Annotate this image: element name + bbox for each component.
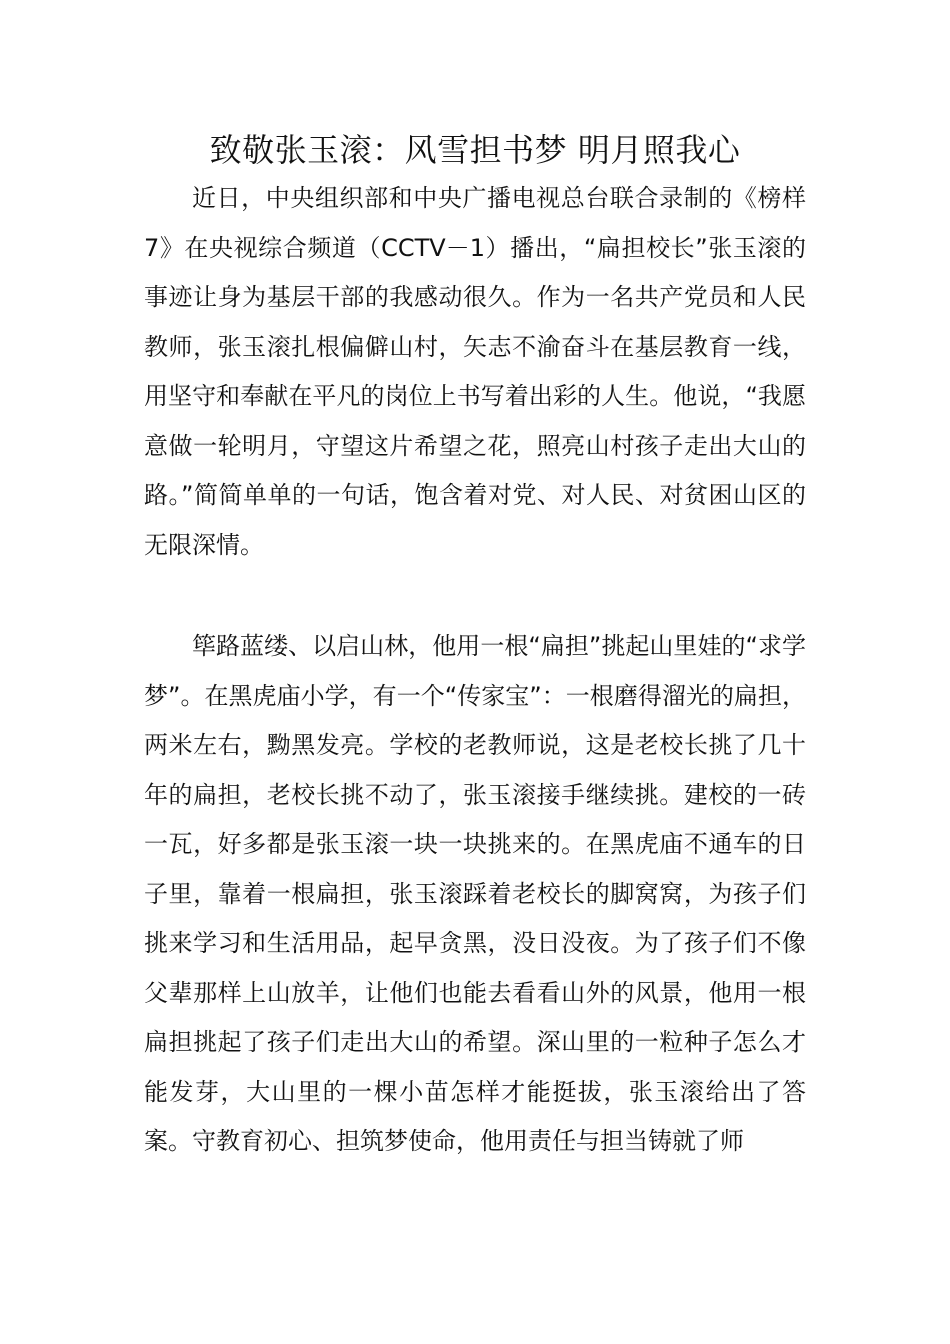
paragraph-shoulder-pole: 筚路蓝缕、以启山林，他用一根“扁担”挑起山里娃的“求学梦”。在黑虎庙小学，有一个“传家宝”：一根磨得溜光的扁担，两米左右，黝黑发亮。学校的老教师说，这是老校长挑了几十年的扁担，老校长挑不动了，张玉滚接手继续挑。建校的一砖一瓦，好多都是张玉滚一块一块挑来的。在黑虎庙不通车的日子里，靠着一根扁担，张玉滚踩着老校长的脚窝窝，为孩子们挑来学习和生活用品，起早贪黑，没日没夜。为了孩子们不像父辈那样上山放羊，让他们也能去看看山外的风景，他用一根扁担挑起了孩子们走出大山的希望。深山里的一粒种子怎么才能发芽，大山里的一棵小苗怎样才能挺拔，张玉滚给出了答案。守教育初心、担筑梦使命，他用责任与担当铸就了师 [144, 632, 806, 1155]
paragraph-intro: 近日，中央组织部和中央广播电视总台联合录制的《榜样 7》在央视综合频道（CCTV－1）播出，“扁担校长”张玉滚的事迹让身为基层干部的我感动很久。作为一名共产党员和人民教师，张玉滚扎根偏僻山村，矢志不渝奋斗在基层教育一线，用坚守和奉献在平凡的岗位上书写着出彩的人生。他说，“我愿意做一轮明月，守望这片希望之花，照亮山村孩子走出大山的路。”简简单单的一句话，饱含着对党、对人民、对贫困山区的无限深情。 [144, 184, 806, 559]
document-title: 致敬张玉滚：风雪担书梦 明月照我心 [209, 131, 741, 169]
